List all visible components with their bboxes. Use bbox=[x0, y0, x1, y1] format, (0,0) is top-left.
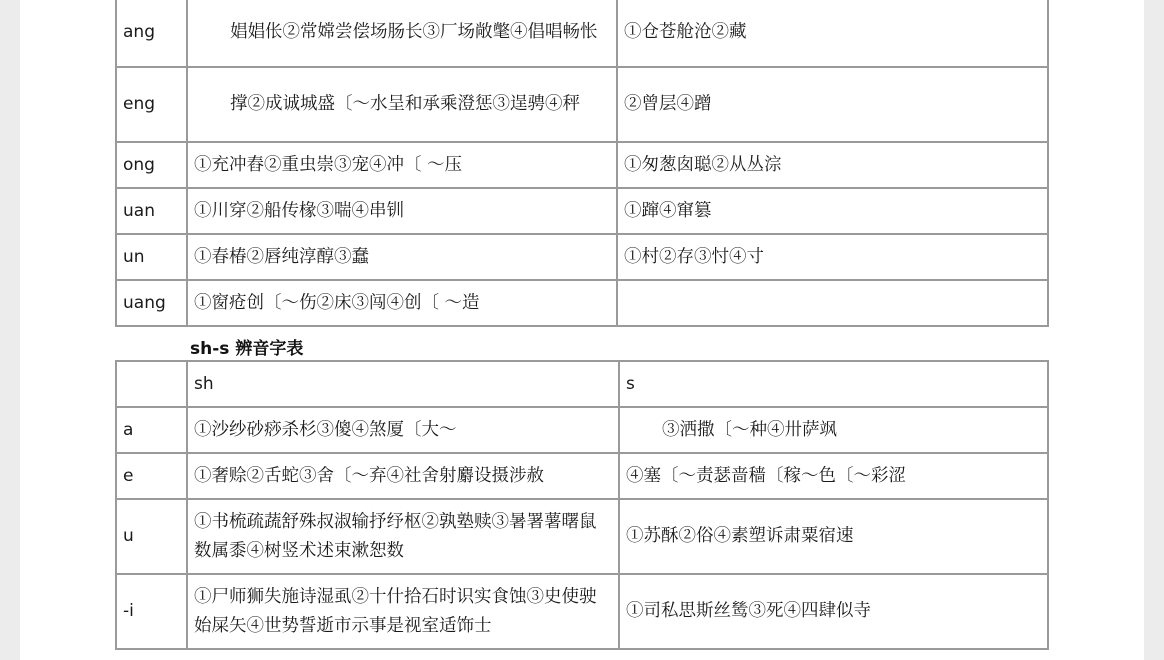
table-row bbox=[117, 408, 1049, 454]
s-chars-cell: ①苏酥②俗④素塑诉肃粟宿速 bbox=[620, 500, 1049, 575]
sh-chars-cell: ①春椿②唇纯淳醇③蠢 bbox=[188, 235, 618, 281]
final-cell: u bbox=[117, 500, 188, 575]
final-cell: ong bbox=[117, 143, 188, 189]
sh-s-table bbox=[115, 360, 1049, 650]
sh-chars-cell: ①沙纱砂痧杀杉③傻④煞厦〔大～ bbox=[188, 408, 620, 454]
table-row bbox=[117, 454, 1049, 500]
sh-chars-cell: ①窗疮创〔～伤②床③闯④创〔 ～造 bbox=[188, 281, 618, 327]
table-row bbox=[117, 281, 1049, 327]
final-cell: e bbox=[117, 454, 188, 500]
final-cell: uang bbox=[117, 281, 188, 327]
final-cell: a bbox=[117, 408, 188, 454]
table-row bbox=[117, 68, 1049, 143]
s-chars-cell: ④塞〔～责瑟啬穑〔稼～色〔～彩涩 bbox=[620, 454, 1049, 500]
s-chars-cell: ②曾层④蹭 bbox=[618, 68, 1049, 143]
final-cell: ang bbox=[117, 0, 188, 68]
table-row bbox=[117, 235, 1049, 281]
table-row bbox=[117, 575, 1049, 650]
s-chars-cell: ③洒撒〔～种④卅萨飒 bbox=[620, 408, 1049, 454]
sh-chars-cell: ①书梳疏蔬舒殊叔淑输抒纾枢②孰塾赎③暑署薯曙鼠数属黍④树竖术述束漱恕数 bbox=[188, 500, 620, 575]
header-blank-cell bbox=[117, 362, 188, 408]
s-chars-cell: ①村②存③忖④寸 bbox=[618, 235, 1049, 281]
final-cell: -i bbox=[117, 575, 188, 650]
sh-chars-cell: ①奢赊②舌蛇③舍〔～弃④社舍射麝设摄涉赦 bbox=[188, 454, 620, 500]
document-page bbox=[20, 0, 1144, 660]
header-sh-cell: sh bbox=[188, 362, 620, 408]
table-row bbox=[117, 0, 1049, 68]
table-row bbox=[117, 500, 1049, 575]
s-chars-cell: ①匆葱囱聪②从丛淙 bbox=[618, 143, 1049, 189]
header-s-cell: s bbox=[620, 362, 1049, 408]
table-row bbox=[117, 143, 1049, 189]
s-chars-cell bbox=[618, 281, 1049, 327]
sh-chars-cell: ①川穿②船传椽③喘④串钏 bbox=[188, 189, 618, 235]
table-row bbox=[117, 189, 1049, 235]
sh-chars-cell: 撑②成诚城盛〔～水呈和承乘澄惩③逞骋④秤 bbox=[188, 68, 618, 143]
section-title: sh-s 辨音字表 bbox=[190, 339, 304, 359]
final-cell: un bbox=[117, 235, 188, 281]
s-chars-cell: ①蹿④窜篡 bbox=[618, 189, 1049, 235]
table-header-row bbox=[117, 362, 1049, 408]
sh-chars-cell: ①尸师狮失施诗湿虱②十什拾石时识实食蚀③史使驶始屎矢④世势誓逝市示事是视室适饰士 bbox=[188, 575, 620, 650]
finals-table-top bbox=[115, 0, 1049, 327]
sh-chars-cell: ①充冲舂②重虫崇③宠④冲〔 ～压 bbox=[188, 143, 618, 189]
sh-chars-cell: 娼娼伥②常嫦尝偿场肠长③厂场敞氅④倡唱畅怅 bbox=[188, 0, 618, 68]
s-chars-cell: ①仓苍舱沧②藏 bbox=[618, 0, 1049, 68]
final-cell: eng bbox=[117, 68, 188, 143]
s-chars-cell: ①司私思斯丝鸶③死④四肆似寺 bbox=[620, 575, 1049, 650]
final-cell: uan bbox=[117, 189, 188, 235]
